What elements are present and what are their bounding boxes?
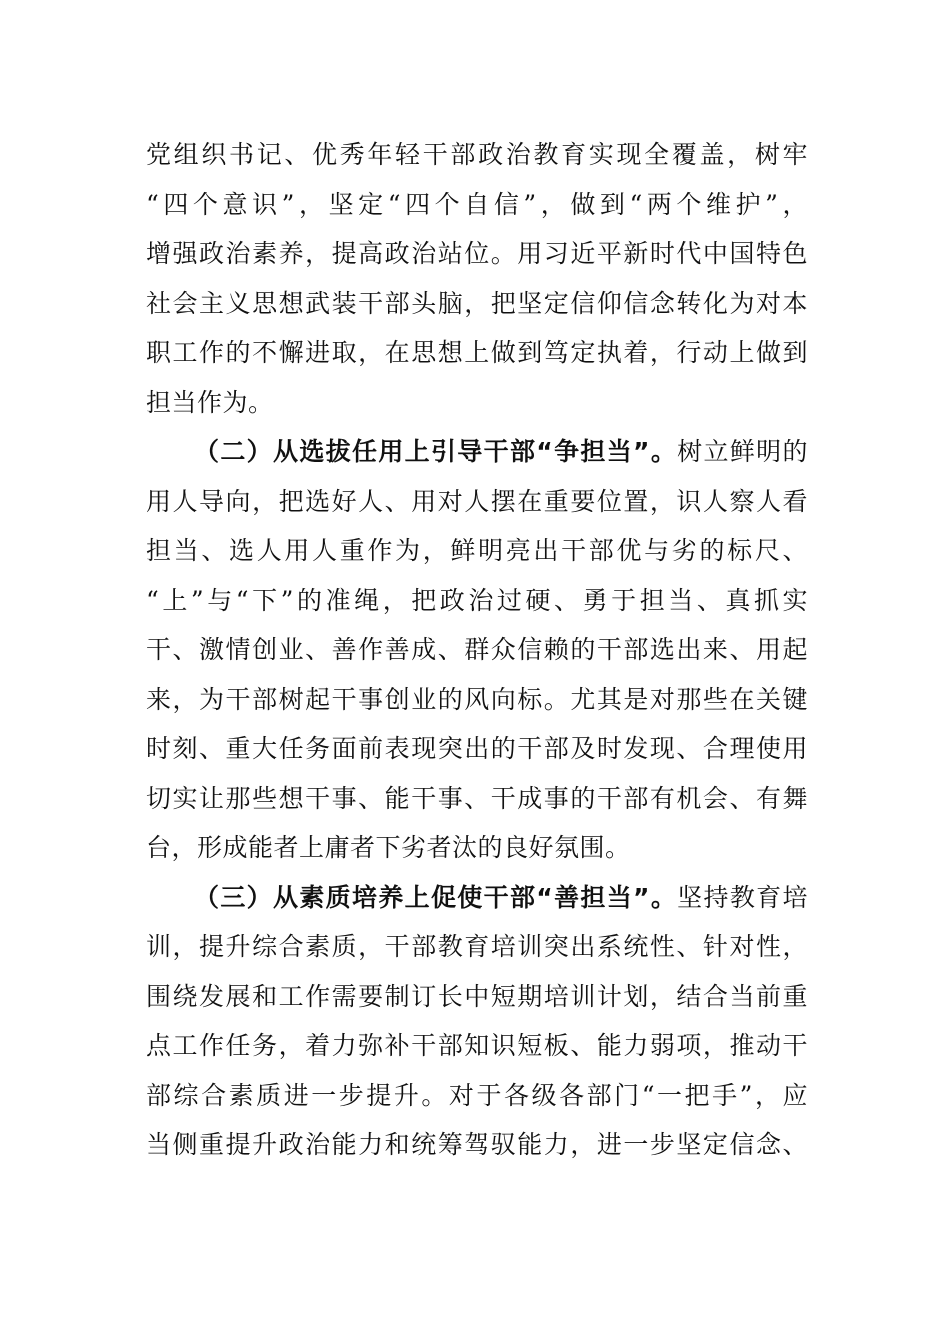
p1-line-4: 社会主义思想武装干部头脑，把坚定信仰信念转化为对本 bbox=[146, 288, 808, 318]
p3-line-5: 当侧重提升政治能力和统筹驾驭能力，进一步坚定信念、 bbox=[146, 1130, 808, 1159]
p2-line-5: 来，为干部树起干事创业的风向标。尤其是对那些在关键 bbox=[146, 684, 808, 714]
p3-line-2: 围绕发展和工作需要制订长中短期培训计划，结合当前重 bbox=[146, 981, 808, 1011]
p1-line-2: “四个意识”，坚定“四个自信”，做到“两个维护”， bbox=[146, 189, 808, 219]
p1-line-3: 增强政治素养，提高政治站位。用习近平新时代中国特色 bbox=[146, 239, 808, 268]
p3-line-1: 训，提升综合素质，干部教育培训突出系统性、针对性， bbox=[146, 932, 808, 961]
p3-first-line bbox=[146, 873, 808, 923]
p1-line-5: 职工作的不懈进取，在思想上做到笃定执着，行动上做到 bbox=[146, 338, 808, 367]
p2-heading: （二）从选拔任用上引导干部“争担当”。 bbox=[194, 437, 678, 466]
document-body bbox=[146, 130, 808, 1170]
p2-first-line bbox=[146, 427, 808, 477]
p2-first-line-rest: 树立鲜明的 bbox=[677, 437, 808, 466]
p3-first-line-rest: 坚持教育培 bbox=[677, 882, 808, 912]
p2-line-7: 切实让那些想干事、能干事、干成事的干部有机会、有舞 bbox=[146, 783, 808, 813]
p2-line-2: 担当、选人用人重作为，鲜明亮出干部优与劣的标尺、 bbox=[146, 536, 808, 565]
p2-line-3: “上”与“下”的准绳，把政治过硬、勇于担当、真抓实 bbox=[146, 585, 808, 615]
p2-line-1: 用人导向，把选好人、用对人摆在重要位置，识人察人看 bbox=[146, 486, 808, 516]
p1-line-1: 党组织书记、优秀年轻干部政治教育实现全覆盖，树牢 bbox=[146, 140, 808, 169]
p2-line-6: 时刻、重大任务面前表现突出的干部及时发现、合理使用 bbox=[146, 734, 808, 763]
p3-line-4: 部综合素质进一步提升。对于各级各部门“一把手”，应 bbox=[146, 1080, 808, 1110]
p1-line-6: 担当作为。 bbox=[146, 387, 274, 417]
p3-heading: （三）从素质培养上促使干部“善担当”。 bbox=[194, 882, 678, 912]
p2-line-4: 干、激情创业、善作善成、群众信赖的干部选出来、用起 bbox=[146, 635, 808, 664]
p3-line-3: 点工作任务，着力弥补干部知识短板、能力弱项，推动干 bbox=[146, 1031, 808, 1060]
p2-line-8: 台，形成能者上庸者下劣者汰的良好氛围。 bbox=[146, 833, 631, 862]
